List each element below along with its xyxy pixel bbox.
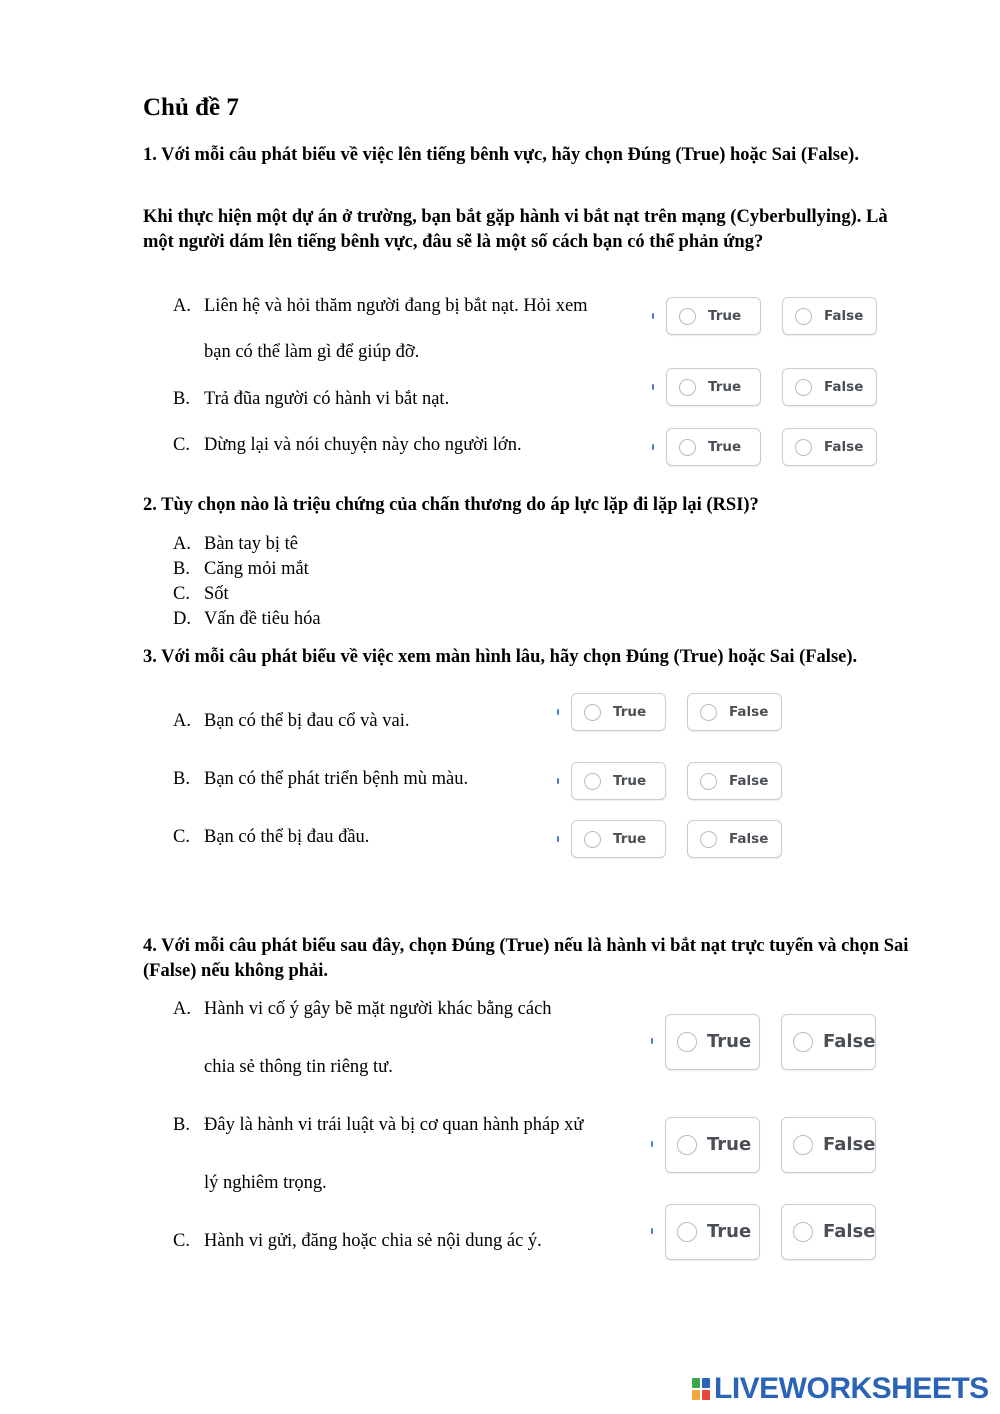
radio-circle-icon: [700, 831, 717, 848]
radio-circle-icon: [679, 439, 696, 456]
q3-item-c: C. Bạn có thể bị đau đầu.: [173, 827, 370, 847]
q2-option-b: B. Căng mỏi mắt: [173, 559, 309, 579]
q1-b-true-button[interactable]: True: [666, 368, 761, 406]
item-text: Liên hệ và hỏi thăm người đang bị bắt nạt. Hỏi xem: [204, 296, 588, 316]
q1-item-c: [173, 433, 522, 457]
radio-circle-icon: [795, 308, 812, 325]
item-letter: C.: [173, 435, 190, 455]
radio-circle-icon: [584, 704, 601, 721]
question-3-heading: 3. Với mỗi câu phát biểu về việc xem màn hình lâu, hãy chọn Đúng (True) hoặc Sai (False).: [143, 647, 858, 667]
q4-item-a-continued: chia sẻ thông tin riêng tư.: [204, 1057, 393, 1077]
radio-circle-icon: [795, 379, 812, 396]
question-4-heading: 4. Với mỗi câu phát biểu sau đây, chọn Đúng (True) nếu là hành vi bắt nạt trực tuyến và chọn Sai (False) nếu không phải.: [143, 936, 909, 981]
q3-c-false-button[interactable]: False: [687, 820, 782, 858]
q4-item-c: C. Hành vi gửi, đăng hoặc chia sẻ nội dung ác ý.: [173, 1231, 542, 1251]
radio-circle-icon: [677, 1222, 697, 1242]
q1-a-false-button[interactable]: False: [782, 297, 877, 335]
question-1-heading: 1. Với mỗi câu phát biểu về việc lên tiếng bênh vực, hãy chọn Đúng (True) hoặc Sai (False).: [143, 145, 859, 165]
radio-circle-icon: [700, 704, 717, 721]
q3-item-b: B. Bạn có thể phát triển bệnh mù màu.: [173, 769, 469, 789]
marker-tick: [652, 444, 654, 450]
radio-circle-icon: [679, 379, 696, 396]
q1-b-false-button[interactable]: False: [782, 368, 877, 406]
marker-tick: [652, 384, 654, 390]
item-text: Trả đũa người có hành vi bắt nạt.: [204, 389, 450, 409]
q1-item-a-continued: bạn có thể làm gì để giúp đỡ.: [204, 342, 420, 362]
q3-a-true-button[interactable]: True: [571, 693, 666, 731]
q3-b-true-button[interactable]: True: [571, 762, 666, 800]
marker-tick: [651, 1038, 653, 1044]
q1-item-a: [173, 294, 588, 318]
q1-item-b: [173, 387, 449, 411]
item-letter: A.: [173, 296, 191, 316]
marker-tick: [651, 1141, 653, 1147]
q3-b-false-button[interactable]: False: [687, 762, 782, 800]
q1-a-true-button[interactable]: True: [666, 297, 761, 335]
q2-option-a: A. Bàn tay bị tê: [173, 534, 299, 554]
q4-a-true-button[interactable]: True: [665, 1014, 760, 1070]
radio-circle-icon: [700, 773, 717, 790]
marker-tick: [557, 836, 559, 842]
marker-tick: [651, 1228, 653, 1234]
radio-circle-icon: [793, 1222, 813, 1242]
q4-a-false-button[interactable]: False: [781, 1014, 876, 1070]
radio-circle-icon: [795, 439, 812, 456]
q3-c-true-button[interactable]: True: [571, 820, 666, 858]
radio-circle-icon: [679, 308, 696, 325]
question-1-scenario: Khi thực hiện một dự án ở trường, bạn bắt gặp hành vi bắt nạt trên mạng (Cyberbullying). Là một người dám lên tiếng bênh vực, đâu sẽ là một số cách bạn có thể phản ứng?: [143, 207, 888, 252]
q1-c-true-button[interactable]: True: [666, 428, 761, 466]
q4-item-b-continued: lý nghiêm trọng.: [204, 1173, 327, 1193]
q4-b-true-button[interactable]: True: [665, 1117, 760, 1173]
q4-c-false-button[interactable]: False: [781, 1204, 876, 1260]
marker-tick: [557, 709, 559, 715]
q2-option-d: D. Vấn đề tiêu hóa: [173, 609, 321, 629]
radio-circle-icon: [584, 831, 601, 848]
q2-option-c: C. Sốt: [173, 584, 229, 604]
radio-circle-icon: [677, 1032, 697, 1052]
q3-a-false-button[interactable]: False: [687, 693, 782, 731]
q4-c-true-button[interactable]: True: [665, 1204, 760, 1260]
item-text: Dừng lại và nói chuyện này cho người lớn.: [204, 435, 522, 455]
q4-item-b: B. Đây là hành vi trái luật và bị cơ quan hành pháp xử: [173, 1115, 584, 1135]
radio-circle-icon: [584, 773, 601, 790]
item-letter: B.: [173, 389, 190, 409]
q1-c-false-button[interactable]: False: [782, 428, 877, 466]
logo-text: LIVEWORKSHEETS: [714, 1372, 989, 1405]
radio-circle-icon: [677, 1135, 697, 1155]
q3-item-a: A. Bạn có thể bị đau cổ và vai.: [173, 711, 410, 731]
radio-circle-icon: [793, 1135, 813, 1155]
marker-tick: [557, 778, 559, 784]
liveworksheets-mark-icon: [692, 1377, 712, 1401]
radio-circle-icon: [793, 1032, 813, 1052]
marker-tick: [652, 313, 654, 319]
question-2-heading: 2. Tùy chọn nào là triệu chứng của chấn thương do áp lực lặp đi lặp lại (RSI)?: [143, 495, 759, 515]
liveworksheets-logo: [692, 1374, 989, 1404]
page-title: Chủ đề 7: [143, 94, 239, 121]
q4-b-false-button[interactable]: False: [781, 1117, 876, 1173]
q4-item-a: A. Hành vi cố ý gây bẽ mặt người khác bằng cách: [173, 999, 552, 1019]
